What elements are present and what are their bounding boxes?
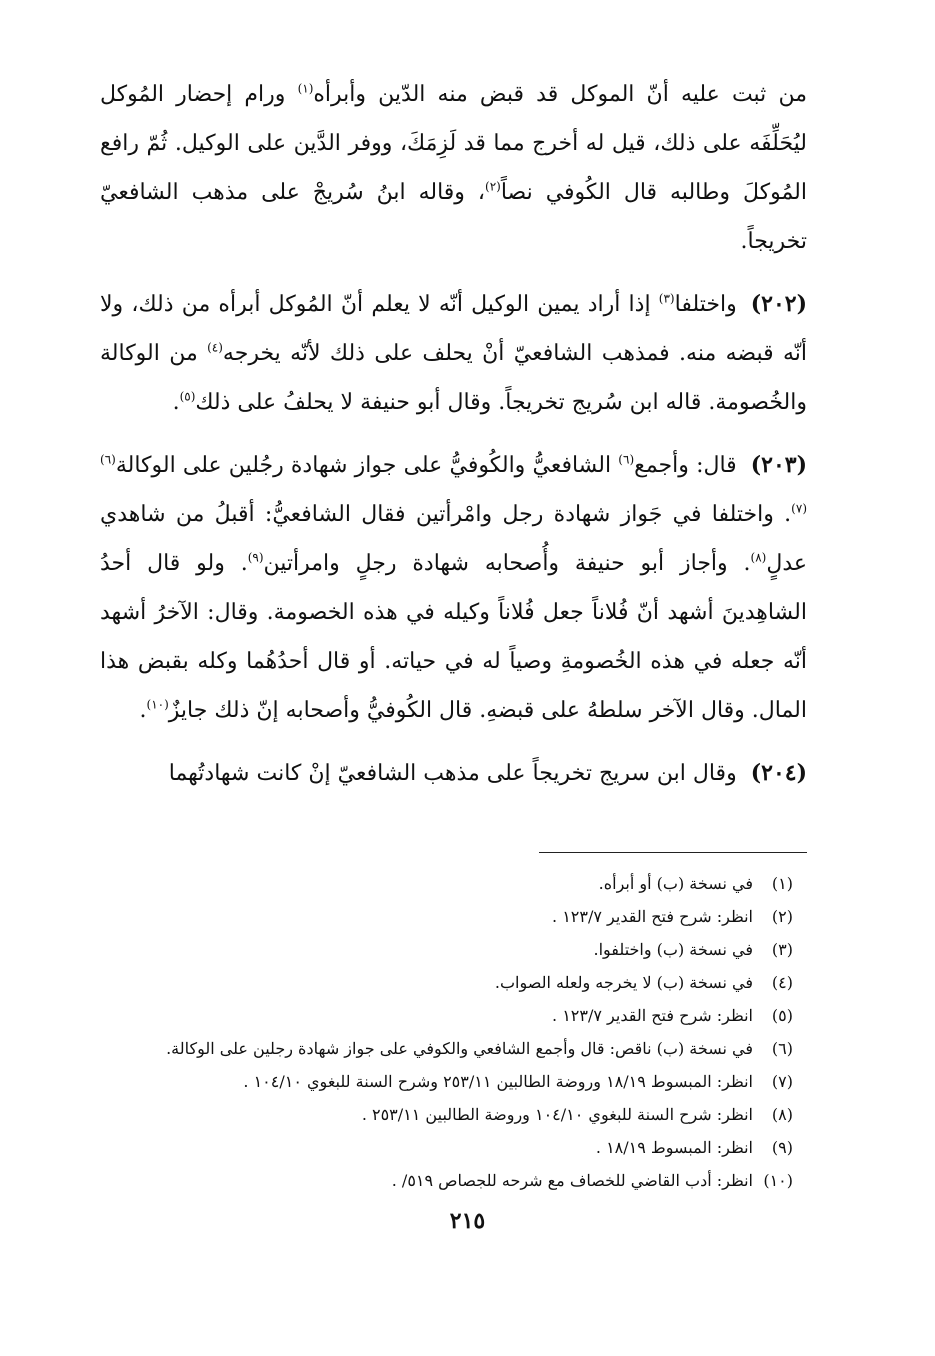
paragraph-204 [100, 749, 807, 798]
footnote-number: (٢) [771, 907, 793, 926]
footnote-item [100, 999, 793, 1032]
text-run: . وأجاز أبو حنيفة وأُصحابه شهادة رجلٍ وامرأتين [263, 551, 751, 576]
paragraph-202 [100, 280, 807, 427]
text-run: واختلفا [674, 292, 737, 317]
paragraph-number: (٢٠٤) [750, 760, 807, 786]
text-run: من الوكالة والخُصومة. قاله ابن سُريج تخريجاً. وقال أبو حنيفة لا يحلفُ على ذلك [100, 341, 807, 415]
text-run: إذا أراد يمين الوكيل أنّه لا يعلم أنّ المُوكل أبرأه من ذلك، ولا أنّه قبضه منه. فمذهب الشافعيّ أنْ يحلف على ذلك لأنّه يخرجه [100, 292, 808, 366]
footnote-number: (٤) [771, 973, 793, 992]
footnote-text: انظر: المبسوط ١٨/١٩ . [595, 1138, 753, 1157]
text-run: من ثبت عليه أنّ الموكل قد قبض منه الدّين وأبرأه [313, 82, 807, 107]
footnote-ref[interactable]: (٥) [179, 389, 196, 404]
footnote-number: (٥) [771, 1006, 793, 1025]
footnote-text: في نسخة (ب) لا يخرجه ولعله الصواب. [494, 973, 753, 992]
text-run: . [172, 390, 180, 415]
footnote-number: (٣) [771, 940, 793, 959]
footnote-number: (٧) [771, 1072, 793, 1091]
footnote-text: انظر: أدب القاضي للخصاف مع شرحه للجصاص ٥١٩/ . [391, 1171, 753, 1190]
footnote-number: (٦) [771, 1039, 793, 1058]
footnote-text: انظر: المبسوط ١٨/١٩ وروضة الطالبين ٢٥٣/١١ وشرح السنة للبغوي ١٠٤/١٠ . [243, 1072, 753, 1091]
paragraph-continued [100, 70, 807, 266]
footnote-item [100, 1164, 793, 1197]
footnote-text: في نسخة (ب) ناقص: قال وأجمع الشافعي والكوفي على جواز شهادة رجلين على الوكالة. [166, 1039, 753, 1058]
text-run: قال: وأجمع [634, 453, 737, 478]
footnote-text: في نسخة (ب) واختلفوا. [593, 940, 753, 959]
footnote-item [100, 966, 793, 999]
footnote-ref[interactable]: (٦) (٧) [100, 452, 807, 516]
text-run: . واختلفا في جَواز شهادة رجل وامْرأتين فقال الشافعيُّ: أقبلُ من شاهدي عدلٍ [100, 502, 807, 576]
text-run: . [139, 698, 147, 723]
footnote-text: انظر: شرح فتح القدير ١٢٣/٧ . [552, 907, 753, 926]
footnote-text: انظر: شرح السنة للبغوي ١٠٤/١٠ وروضة الطالبين ٢٥٣/١١ . [361, 1105, 753, 1124]
footnote-item [100, 1131, 793, 1164]
paragraph-number: (٢٠٣) [750, 452, 807, 478]
main-text [100, 70, 807, 798]
text-run: ورام إحضار المُوكل ليُحَلِّفَه على ذلك، قيل له أخرج مما قد لَزِمَكَ، ووفر الدَّين على الوكيل. ثُمّ رافع المُوكلَ وطالبه قال الكُوفي نصاً [100, 82, 807, 205]
footnote-ref[interactable]: (٣) [658, 291, 675, 306]
footnote-ref[interactable]: (٨) [750, 550, 767, 565]
footnotes-list [100, 867, 807, 1197]
footnote-ref[interactable]: (٤) [207, 340, 223, 355]
text-run: . ولو قال أحدُ الشاهِدينَ أشهد أنّ فُلاناً جعل فُلاناً وكيله في هذه الخصومة. وقال: الآخرُ أشهد أنّه جعله في هذه الخُصومةِ وصياً له في حياته. أو قال أحدُهُما وكله بقبض هذا المال. وقال الآخر سلطهُ على قبضهِ. قال الكُوفيُّ وأصحابه إنّ ذلك جايزٌ [100, 551, 807, 723]
footnote-item [100, 1065, 793, 1098]
paragraph-203 [100, 441, 807, 735]
footnote-item [100, 867, 793, 900]
footnote-ref[interactable]: (٢) [485, 179, 501, 194]
footnote-ref[interactable]: (١٠) [146, 697, 169, 712]
footnote-ref[interactable]: (٦) [618, 452, 635, 467]
paragraph-number: (٢٠٢) [750, 291, 807, 317]
text-run: وقال ابن سريج تخريجاً على مذهب الشافعيّ إنْ كانت شهادتُهما [168, 761, 737, 786]
footnote-item [100, 1032, 793, 1065]
page-number: ٢١٥ [449, 1208, 486, 1234]
footnote-number: (١٠) [763, 1171, 793, 1190]
footnote-item [100, 933, 793, 966]
footnote-number: (٩) [771, 1138, 793, 1157]
footnote-text: في نسخة (ب) أو أبرأه. [598, 874, 753, 893]
footnote-ref[interactable]: (٩) [247, 550, 264, 565]
footnote-ref[interactable]: (١) [297, 81, 314, 96]
footnote-divider [539, 852, 807, 853]
text-run: الشافعيُّ والكُوفيُّ على جواز شهادة رجُلين على الوكالة [115, 453, 619, 478]
footnote-number: (٨) [771, 1105, 793, 1124]
footnote-text: انظر: شرح فتح القدير ١٢٣/٧ . [552, 1006, 753, 1025]
footnote-item [100, 1098, 793, 1131]
text-run: ، وقاله ابنُ سُريجْ على مذهب الشافعيّ تخريجاً. [100, 180, 807, 254]
footnote-number: (١) [771, 874, 793, 893]
footnote-item [100, 900, 793, 933]
